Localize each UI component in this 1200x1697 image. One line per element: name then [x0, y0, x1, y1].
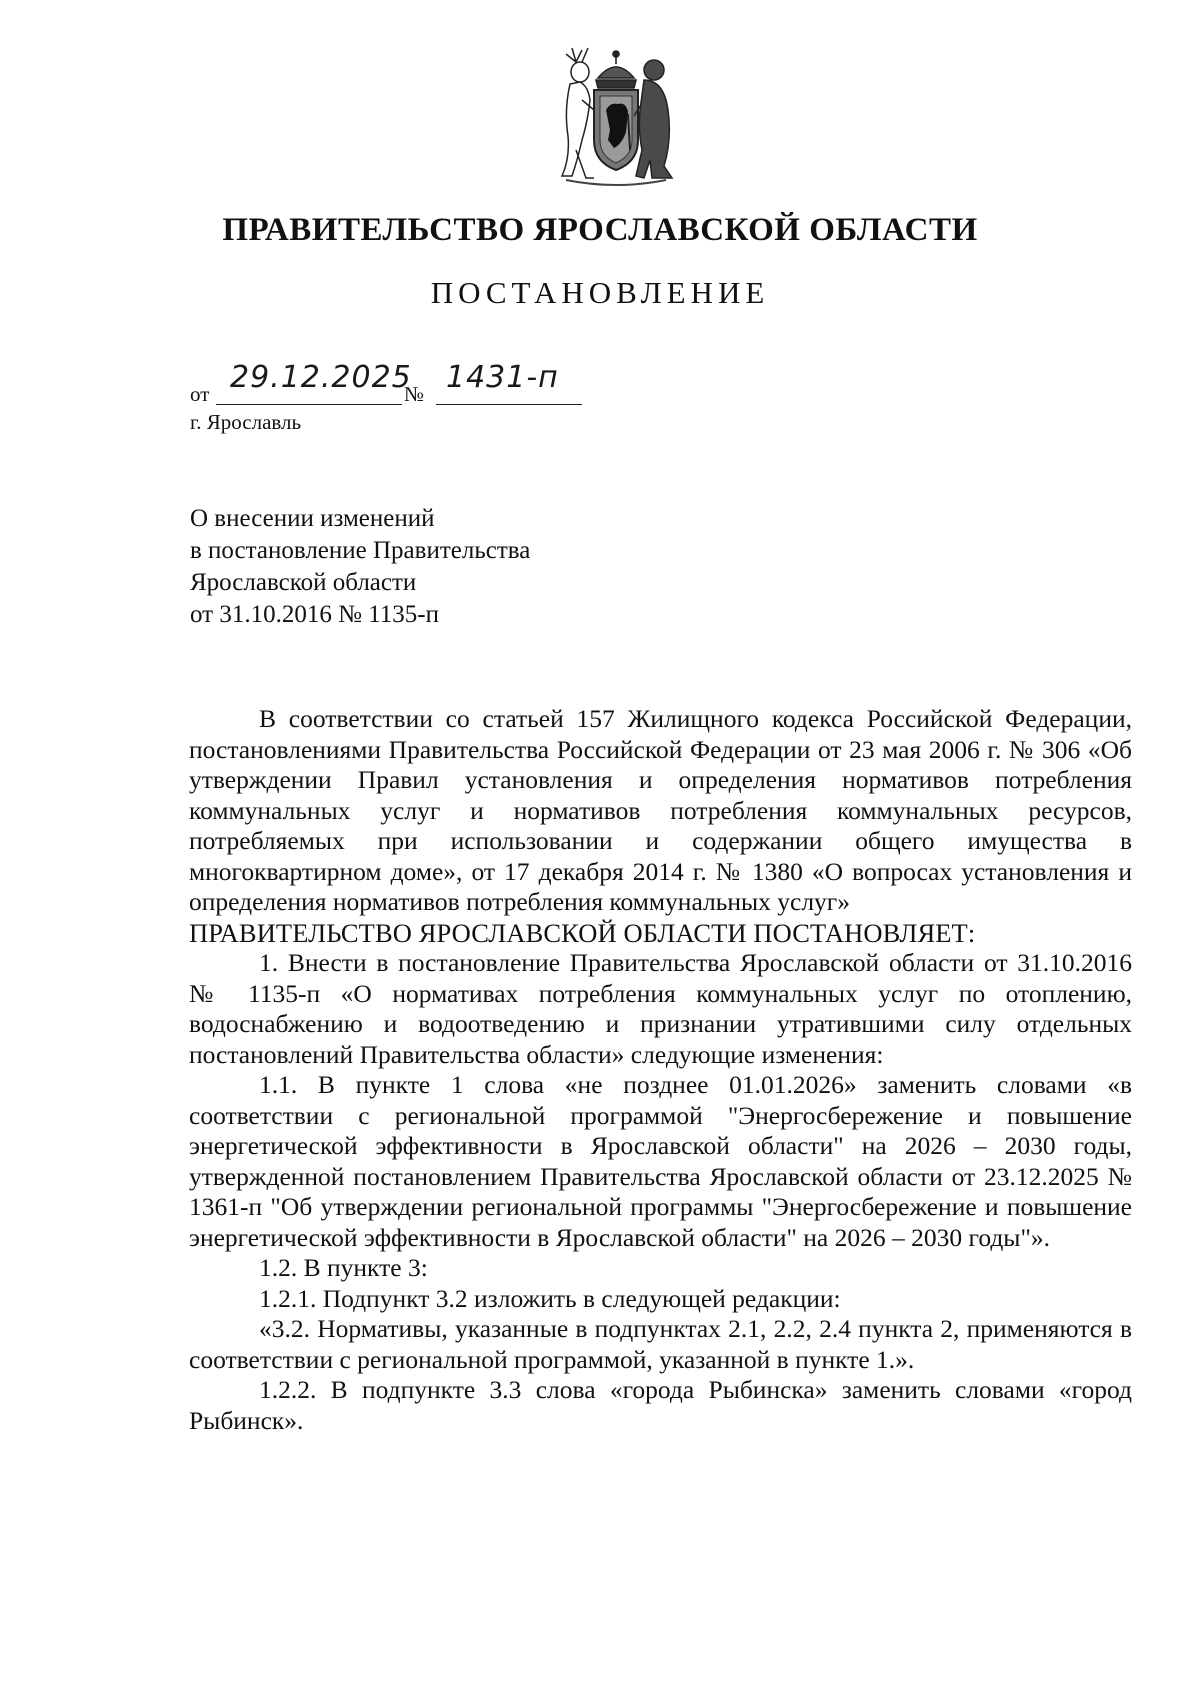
document-type-title: ПОСТАНОВЛЕНИЕ [430, 275, 770, 310]
organization-title: ПРАВИТЕЛЬСТВО ЯРОСЛАВСКОЙ ОБЛАСТИ [222, 212, 978, 248]
item-1-2-2-paragraph: 1.2.2. В подпункте 3.3 слова «города Рыбинска» заменить словами «город Рыбинск». [189, 1375, 1132, 1435]
subject-line: О внесении изменений [190, 505, 435, 532]
item-1-2-paragraph: 1.2. В пункте 3: [259, 1253, 428, 1282]
handwritten-number: 1431-п [446, 360, 559, 395]
preamble-paragraph: В соответствии со статьей 157 Жилищного кодекса Российской Федерации, постановлениями Правительства Российской Федерации от 23 мая 2006 г. № 306 «Об утверждении Правил установления и определения нормативов потребления коммунальных услуг и нормативов потребления коммунальных ресурсов, потребляемых при использовании и содержании общего имущества в многоквартирном доме», от 17 декабря 2014 г. № 1380 «О вопросах установления и определения нормативов потребления коммунальных услуг» [189, 704, 1132, 916]
number-field [436, 360, 582, 405]
item-1-2-1-paragraph: 1.2.1. Подпункт 3.2 изложить в следующей редакции: [259, 1283, 841, 1313]
date-prefix: от [190, 382, 210, 406]
decree-statement: ПРАВИТЕЛЬСТВО ЯРОСЛАВСКОЙ ОБЛАСТИ ПОСТАНОВЛЯЕТ: [189, 917, 976, 948]
handwritten-date: 29.12.2025 [230, 360, 412, 395]
date-field [216, 360, 412, 405]
document-subject [190, 503, 530, 631]
item-1-2-1-text-paragraph: «3.2. Нормативы, указанные в подпунктах 2.1, 2.2, 2.4 пункта 2, применяются в соответствии с региональной программой, указанной в пункте 1.». [189, 1314, 1132, 1374]
subject-line: в постановление Правительства [190, 537, 531, 564]
registration-line [190, 360, 610, 412]
yaroslavl-coat-of-arms-icon [536, 40, 696, 190]
number-prefix: № [404, 382, 425, 406]
subject-line: Ярославской области [190, 569, 417, 596]
item-1-1-paragraph: 1.1. В пункте 1 слова «не позднее 01.01.2026» заменить словами «в соответствии с региональной программой "Энергосбережение и повышение энергетической эффективности в Ярославской области" на 2026 – 2030 годы, утвержденной постановлением Правительства Ярославской области от 23.12.2025 № 1361-п "Об утверждении региональной программы "Энергосбережение и повышение энергетической эффективности в Ярославской области" на 2026 – 2030 годы"». [189, 1070, 1132, 1252]
city-label: г. Ярославль [190, 410, 302, 434]
item-1-paragraph: 1. Внести в постановление Правительства Ярославской области от 31.10.2016 № 1135-п «О нормативах потребления коммунальных услуг по отоплению, водоснабжению и водоотведению и признании утратившими силу отдельных постановлений Правительства области» следующие изменения: [189, 948, 1132, 1069]
subject-line: от 31.10.2016 № 1135-п [190, 601, 439, 628]
document-body [189, 704, 1132, 1436]
